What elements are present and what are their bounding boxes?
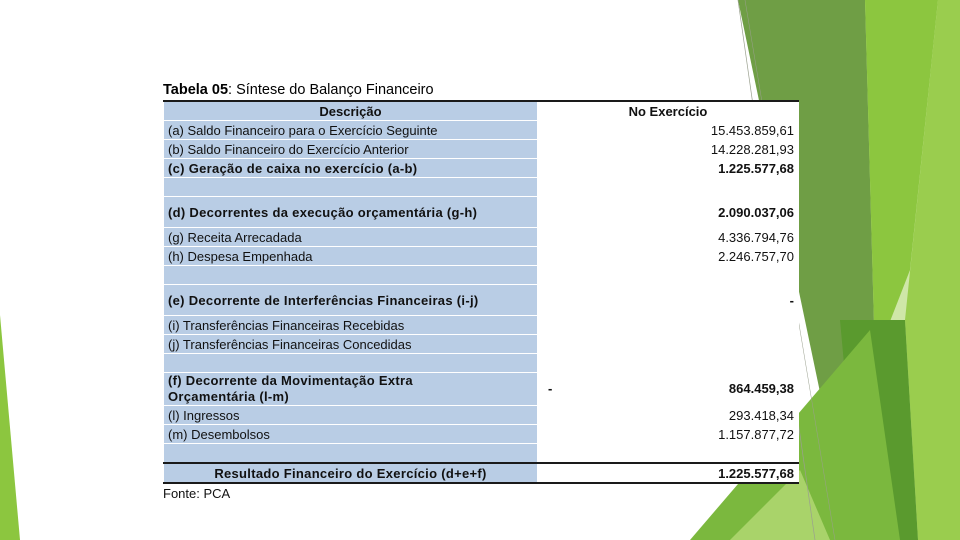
table-spacer-row bbox=[164, 444, 799, 464]
row-j-label: (j) Transferências Financeiras Concedidas bbox=[164, 335, 538, 354]
row-result-value: 1.225.577,68 bbox=[538, 463, 799, 483]
table-row-j bbox=[164, 335, 799, 354]
table-row-b bbox=[164, 140, 799, 159]
table-row-d bbox=[164, 197, 799, 228]
left-green-accent bbox=[0, 315, 20, 540]
row-i-label: (i) Transferências Financeiras Recebidas bbox=[164, 316, 538, 335]
table-row-f bbox=[164, 373, 799, 406]
row-m-value: 1.157.877,72 bbox=[538, 425, 799, 444]
row-h-value: 2.246.757,70 bbox=[538, 247, 799, 266]
table-row-l bbox=[164, 406, 799, 425]
row-b-value: 14.228.281,93 bbox=[538, 140, 799, 159]
row-f-label-line1: (f) Decorrente da Movimentação Extra bbox=[168, 373, 413, 388]
row-l-label: (l) Ingressos bbox=[164, 406, 538, 425]
row-e-label: (e) Decorrente de Interferências Financeiras (i-j) bbox=[164, 285, 538, 316]
row-f-label bbox=[164, 373, 538, 406]
table-spacer-row bbox=[164, 178, 799, 197]
table-row-h bbox=[164, 247, 799, 266]
table-spacer-row bbox=[164, 266, 799, 285]
row-f-value-cell bbox=[538, 373, 799, 406]
financial-balance-table bbox=[163, 100, 799, 484]
row-e-value: - bbox=[538, 285, 799, 316]
row-f-dash: - bbox=[548, 381, 553, 396]
row-c-label: (c) Geração de caixa no exercício (a-b) bbox=[164, 159, 538, 178]
table-spacer-row bbox=[164, 354, 799, 373]
table-row-i bbox=[164, 316, 799, 335]
row-j-value bbox=[538, 335, 799, 354]
table-row-result bbox=[164, 463, 799, 483]
row-g-value: 4.336.794,76 bbox=[538, 228, 799, 247]
table-title-text: : Síntese do Balanço Financeiro bbox=[228, 82, 434, 98]
table-header-row bbox=[164, 101, 799, 121]
table-row-a bbox=[164, 121, 799, 140]
row-i-value bbox=[538, 316, 799, 335]
row-a-label: (a) Saldo Financeiro para o Exercício Seguinte bbox=[164, 121, 538, 140]
table-title-prefix: Tabela 05 bbox=[163, 82, 229, 98]
table-row-m bbox=[164, 425, 799, 444]
table-row-c bbox=[164, 159, 799, 178]
row-m-label: (m) Desembolsos bbox=[164, 425, 538, 444]
row-l-value: 293.418,34 bbox=[538, 406, 799, 425]
header-value: No Exercício bbox=[538, 101, 799, 121]
row-d-value: 2.090.037,06 bbox=[538, 197, 799, 228]
row-b-label: (b) Saldo Financeiro do Exercício Anterior bbox=[164, 140, 538, 159]
row-a-value: 15.453.859,61 bbox=[538, 121, 799, 140]
row-h-label: (h) Despesa Empenhada bbox=[164, 247, 538, 266]
row-f-label-line2: Orçamentária (l-m) bbox=[168, 389, 289, 404]
row-c-value: 1.225.577,68 bbox=[538, 159, 799, 178]
header-description: Descrição bbox=[164, 101, 538, 121]
table-source: Fonte: PCA bbox=[163, 486, 231, 501]
table-row-e bbox=[164, 285, 799, 316]
row-d-label: (d) Decorrentes da execução orçamentária (g-h) bbox=[164, 197, 538, 228]
row-g-label: (g) Receita Arrecadada bbox=[164, 228, 538, 247]
table-row-g bbox=[164, 228, 799, 247]
financial-summary-slide bbox=[163, 80, 803, 501]
table-title bbox=[163, 80, 803, 100]
row-result-label: Resultado Financeiro do Exercício (d+e+f) bbox=[164, 463, 538, 483]
row-f-value: 864.459,38 bbox=[728, 381, 794, 396]
